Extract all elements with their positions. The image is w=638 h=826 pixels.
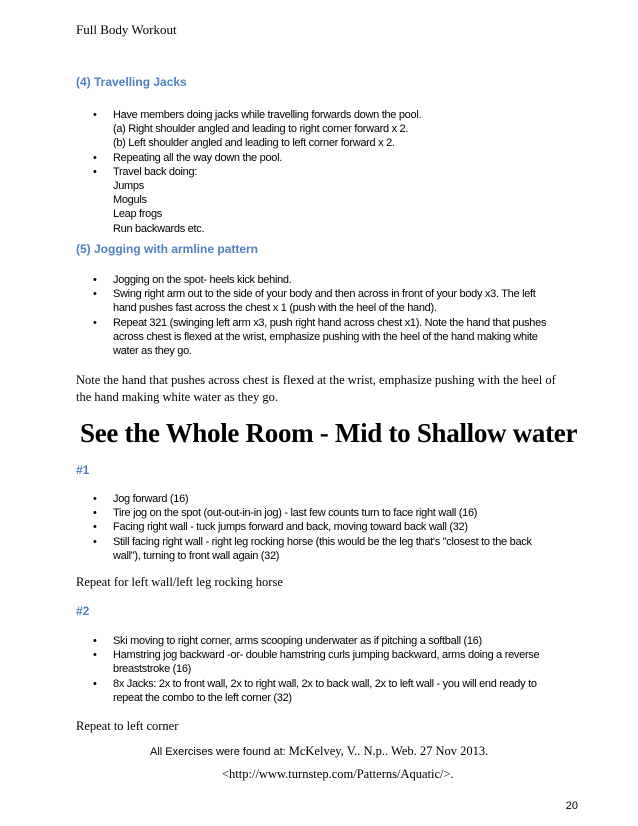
page-title: See the Whole Room - Mid to Shallow water (80, 418, 578, 448)
part-heading-1: #1 (76, 463, 90, 477)
list-item: • 8x Jacks: 2x to front wall, 2x to right wall, 2x to back wall, 2x to left wall - you will end ready to repeat the combo to the left corner (32) (93, 677, 559, 705)
list-item: • Tire jog on the spot (out-out-in-in jog) - last few counts turn to face right wall (16) (93, 506, 559, 520)
list-item: • Ski moving to right corner, arms scooping underwater as if pitching a softball (16) (93, 634, 559, 648)
list-item: • Swing right arm out to the side of your body and then across in front of your body x3. The left hand pushes fast across the chest x 1 (push with the heel of the hand). (93, 287, 555, 315)
source-citation: McKelvey, V.. N.p.. Web. 27 Nov 2013. (288, 744, 489, 758)
list-item: • Facing right wall - tuck jumps forward and back, moving toward back wall (32) (93, 520, 559, 534)
list-item: • Have members doing jacks while travelling forwards down the pool. (a) Right shoulder angled and leading to right corner forward x 2. (b) Left shoulder angled and leading to left corner forward x 2. (93, 108, 553, 151)
list-item: • Hamstring jog backward -or- double hamstring curls jumping backward, arms doing a reverse breaststroke (16) (93, 648, 559, 676)
part1-list (93, 492, 559, 563)
section-heading-jogging: (5) Jogging with armline pattern (76, 242, 259, 256)
repeat-left-wall-note: Repeat for left wall/left leg rocking horse (76, 575, 283, 589)
list-item: • Jog forward (16) (93, 492, 559, 506)
jogging-list (93, 273, 555, 358)
list-item: • Repeating all the way down the pool. (93, 151, 553, 165)
list-item: • Jogging on the spot- heels kick behind. (93, 273, 555, 287)
list-item: • Travel back doing: Jumps Moguls Leap frogs Run backwards etc. (93, 165, 553, 236)
travelling-jacks-list (93, 108, 553, 236)
part-heading-2: #2 (76, 604, 90, 618)
running-header: Full Body Workout (76, 22, 177, 37)
source-line (150, 744, 488, 759)
section-heading-travelling-jacks: (4) Travelling Jacks (76, 75, 187, 89)
jogging-note: Note the hand that pushes across chest is flexed at the wrist, emphasize pushing with the heel of the hand making white water as they go. (76, 373, 556, 404)
source-url: <http://www.turnstep.com/Patterns/Aquatic/>. (222, 767, 454, 781)
page-number: 20 (565, 800, 578, 812)
repeat-left-corner-note: Repeat to left corner (76, 719, 179, 733)
list-item: • Still facing right wall - right leg rocking horse (this would be the leg that's "closest to the back wall"), turning to front wall again (32) (93, 535, 559, 563)
part2-list (93, 634, 559, 705)
list-item: • Repeat 321 (swinging left arm x3, push right hand across chest x1). Note the hand that pushes across chest is flexed at the wrist, emphasize pushing with the heel of the hand making white water as they go. (93, 316, 555, 359)
source-label: All Exercises were found at: (150, 746, 286, 758)
